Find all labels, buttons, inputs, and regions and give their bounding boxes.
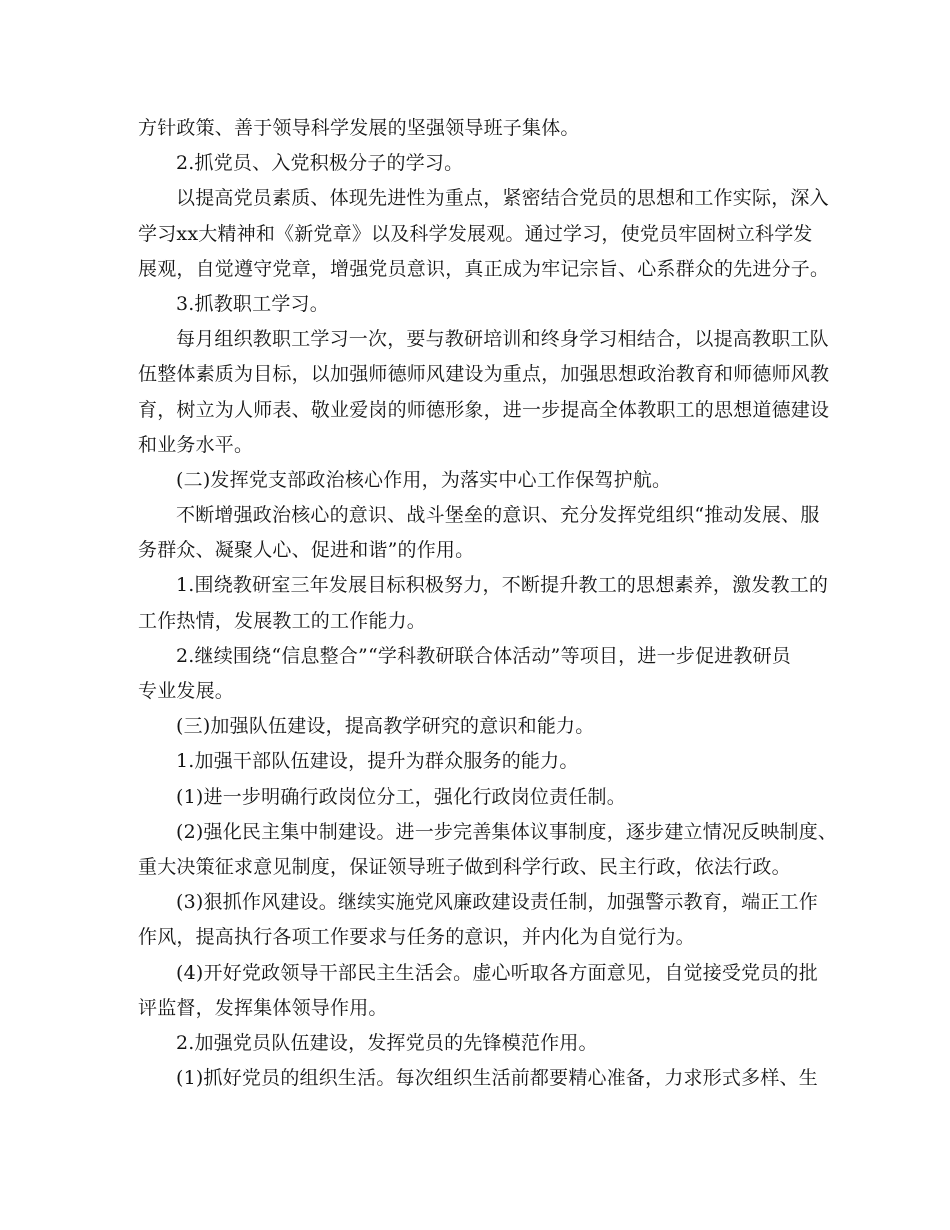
text-line: 展观，自觉遵守党章，增强党员意识，真正成为牢记宗旨、心系群众的先进分子。 (138, 257, 830, 280)
text-line: 评监督，发挥集体领导作用。 (138, 996, 388, 1019)
text-line: 和业务水平。 (138, 433, 254, 456)
text-line: (3)狠抓作风建设。继续实施党风廉政建设责任制，加强警示教育，端正工作 (176, 891, 818, 914)
text-line: 伍整体素质为目标，以加强师德师风建设为重点，加强思想政治教育和师德师风教 (138, 363, 830, 386)
text-line: 不断增强政治核心的意识、战斗堡垒的意识、充分发挥党组织“推动发展、服 (176, 504, 820, 527)
text-line: 1.围绕教研室三年发展目标积极努力，不断提升教工的思想素养，激发教工的 (176, 574, 829, 597)
text-line: 方针政策、善于领导科学发展的坚强领导班子集体。 (138, 117, 580, 139)
text-line: (2)强化民主集中制建设。进一步完善集体议事制度，逐步建立情况反映制度、 (176, 820, 838, 843)
text-line: 2.抓党员、入党积极分子的学习。 (176, 152, 464, 175)
text-line: (1)抓好党员的组织生活。每次组织生活前都要精心准备，力求形式多样、生 (176, 1067, 818, 1090)
document-body (138, 111, 838, 1096)
text-line: 2.加强党员队伍建设，发挥党员的先锋模范作用。 (176, 1031, 598, 1054)
text-line: 作风，提高执行各项工作要求与任务的意识，并内化为自觉行为。 (138, 926, 695, 949)
text-line: 务群众、凝聚人心、促进和谐”的作用。 (138, 539, 475, 562)
text-line: 每月组织教职工学习一次，要与教研培训和终身学习相结合，以提高教职工队 (176, 328, 829, 351)
text-line: (二)发挥党支部政治核心作用，为落实中心工作保驾护航。 (176, 468, 672, 491)
text-line: 重大决策征求意见制度，保证领导班子做到科学行政、民主行政，依法行政。 (138, 855, 791, 878)
text-line: 2.继续围绕“信息整合”“学科教研联合体活动”等项目，进一步促进教研员 (176, 644, 791, 667)
text-line: 1.加强干部队伍建设，提升为群众服务的能力。 (176, 750, 579, 773)
text-line: 专业发展。 (138, 680, 235, 702)
text-line: 工作热情，发展教工的工作能力。 (138, 609, 427, 632)
text-line: 以提高党员素质、体现先进性为重点，紧密结合党员的思想和工作实际，深入 (176, 187, 829, 210)
text-line: (三)加强队伍建设，提高教学研究的意识和能力。 (176, 715, 595, 738)
text-line: 育，树立为人师表、敬业爱岗的师德形象，进一步提高全体教职工的思想道德建设 (138, 398, 830, 421)
text-line: 学习xx大精神和《新党章》以及科学发展观。通过学习，使党员牢固树立科学发 (138, 222, 813, 245)
text-line: 3.抓教职工学习。 (176, 292, 329, 315)
text-line: (1)进一步明确行政岗位分工，强化行政岗位责任制。 (176, 785, 626, 808)
text-line: (4)开好党政领导干部民主生活会。虚心听取各方面意见，自觉接受党员的批 (176, 961, 818, 984)
